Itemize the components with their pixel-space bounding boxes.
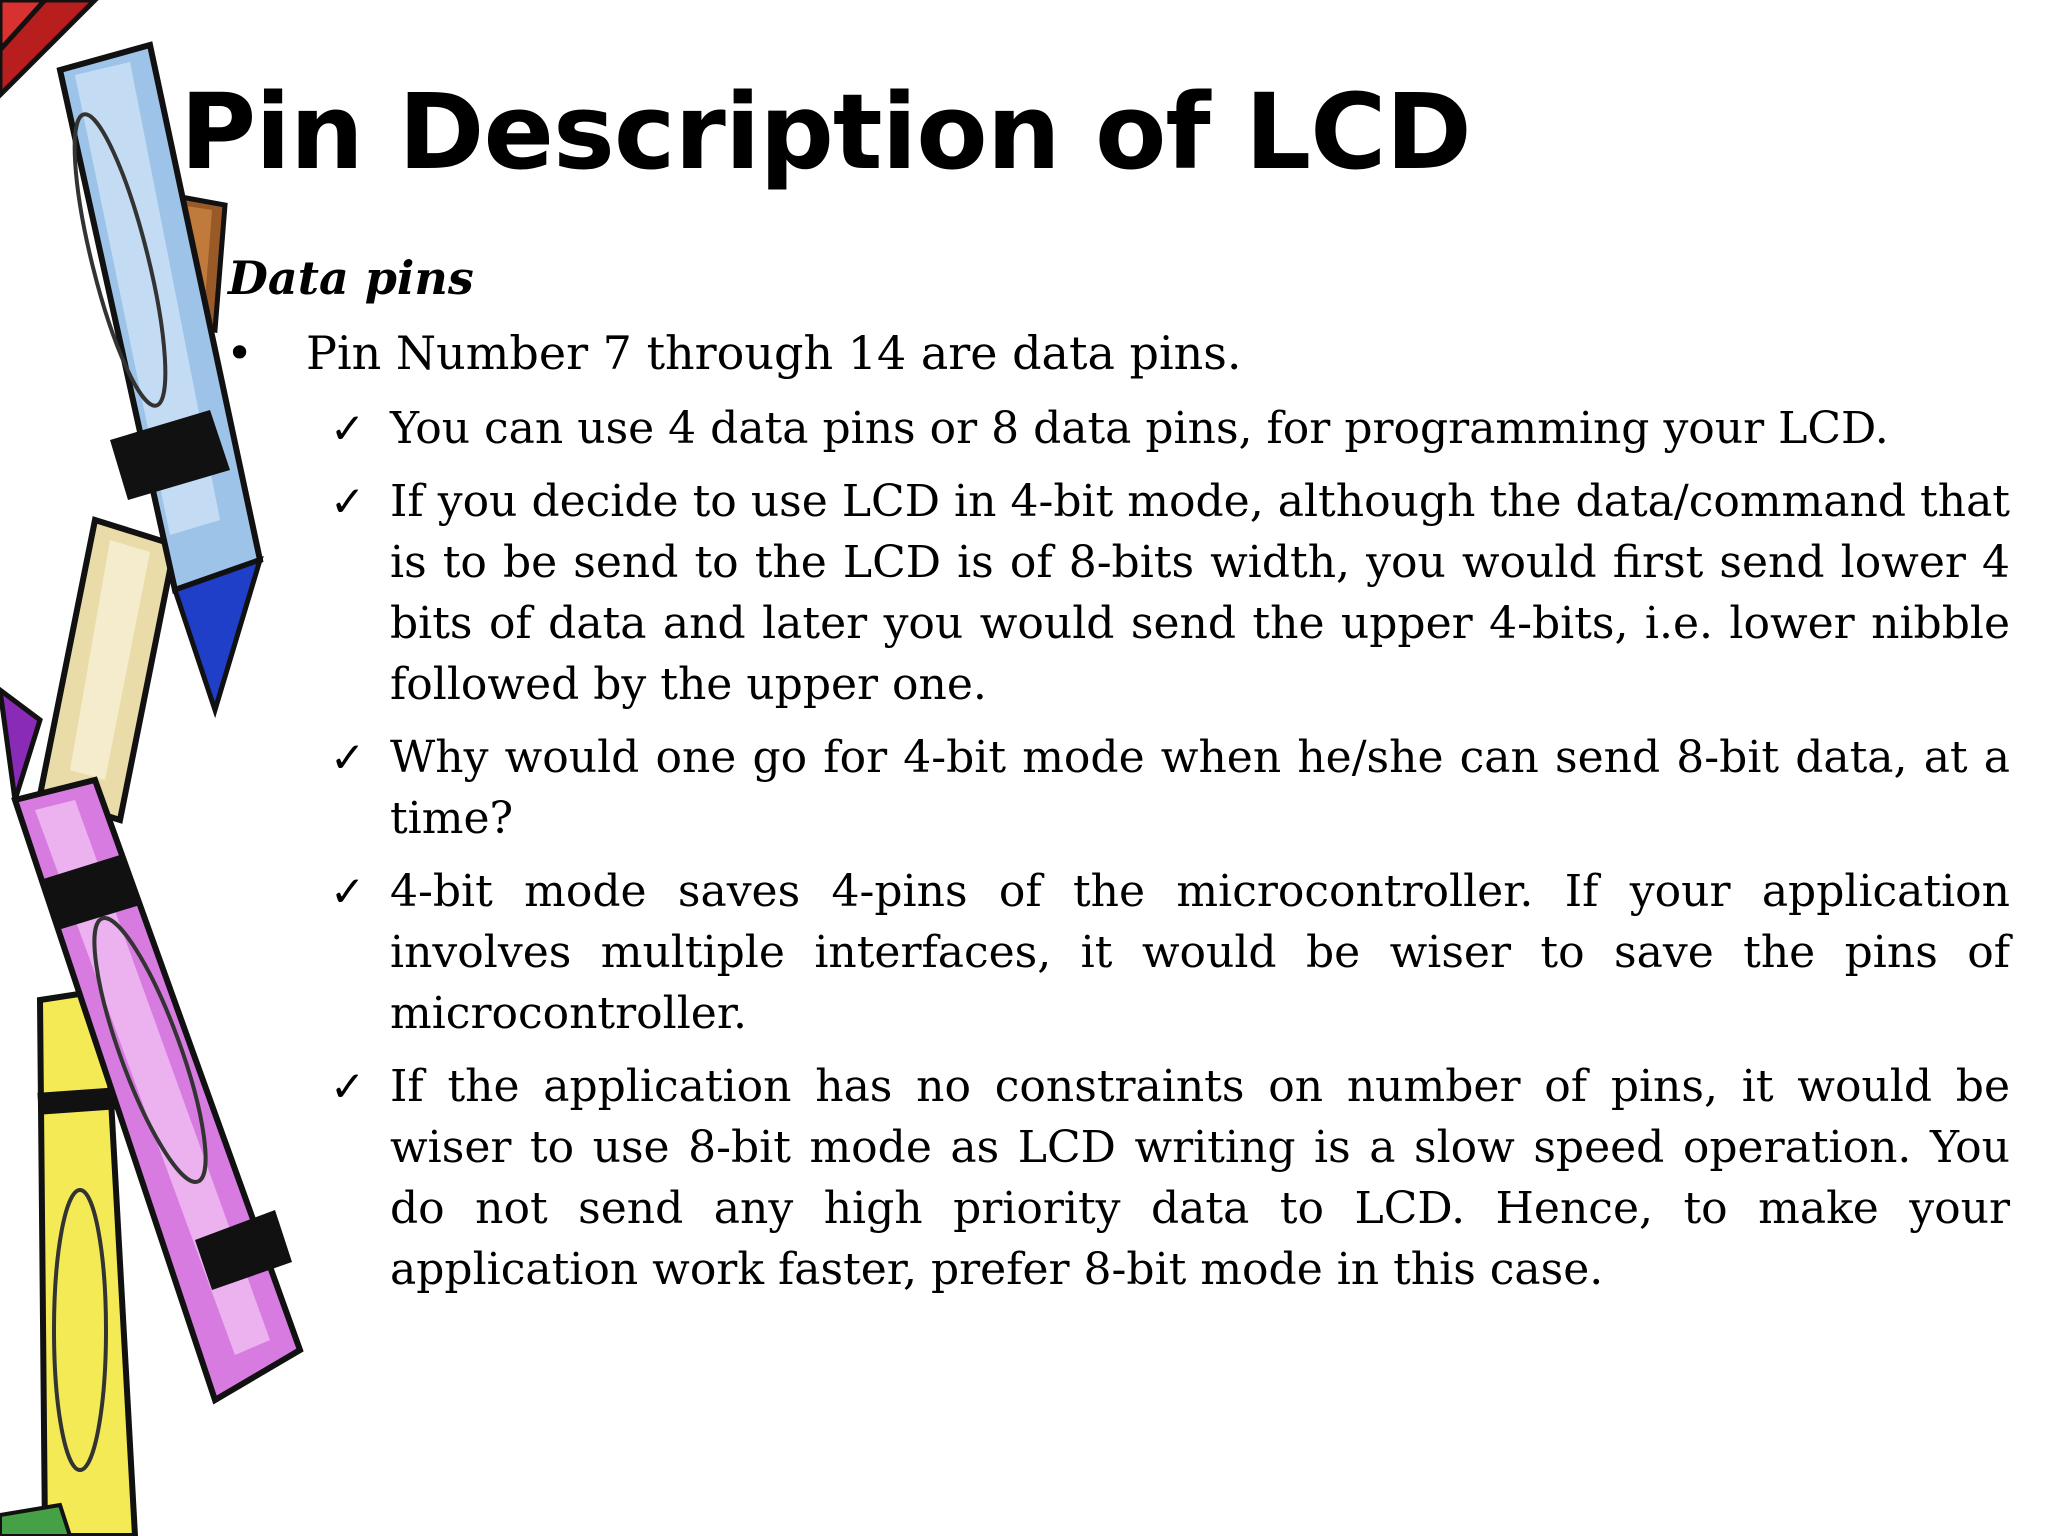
checklist-item-text: You can use 4 data pins or 8 data pins, for programming your LCD. — [390, 403, 1889, 454]
bullet-icon: • — [226, 326, 254, 380]
checkmark-icon: ✓ — [330, 1062, 366, 1111]
checklist-item — [330, 861, 2010, 1044]
checklist-item-text: Why would one go for 4-bit mode when he/she can send 8-bit data, at a time? — [390, 732, 2010, 844]
checklist-item-text: If you decide to use LCD in 4-bit mode, although the data/command that is to be send to the LCD is of 8-bits width, you would first send lower 4 bits of data and later you would send the upper 4-bits, i.e. lower nibble followed by the upper one. — [390, 476, 2010, 710]
checklist — [330, 398, 2010, 1312]
checklist-item — [330, 471, 2010, 715]
section-subheading: Data pins — [228, 251, 474, 305]
checklist-item — [330, 727, 2010, 849]
checklist-item — [330, 1056, 2010, 1300]
checkmark-icon: ✓ — [330, 404, 366, 453]
checklist-item-text: If the application has no constraints on number of pins, it would be wiser to use 8-bit mode as LCD writing is a slow speed operation. You do not send any high priority data to LCD. Hence, to make your application work faster, prefer 8-bit mode in this case. — [390, 1061, 2010, 1295]
page-title: Pin Description of LCD — [180, 71, 1471, 193]
checkmark-icon: ✓ — [330, 867, 366, 916]
checklist-item — [330, 398, 2010, 459]
checklist-item-text: 4-bit mode saves 4-pins of the microcontroller. If your application involves multiple interfaces, it would be wiser to save the pins of microcontroller. — [390, 866, 2010, 1039]
checkmark-icon: ✓ — [330, 733, 366, 782]
checkmark-icon: ✓ — [330, 477, 366, 526]
bullet-text: Pin Number 7 through 14 are data pins. — [306, 326, 1242, 380]
bullet-item — [226, 322, 1242, 384]
